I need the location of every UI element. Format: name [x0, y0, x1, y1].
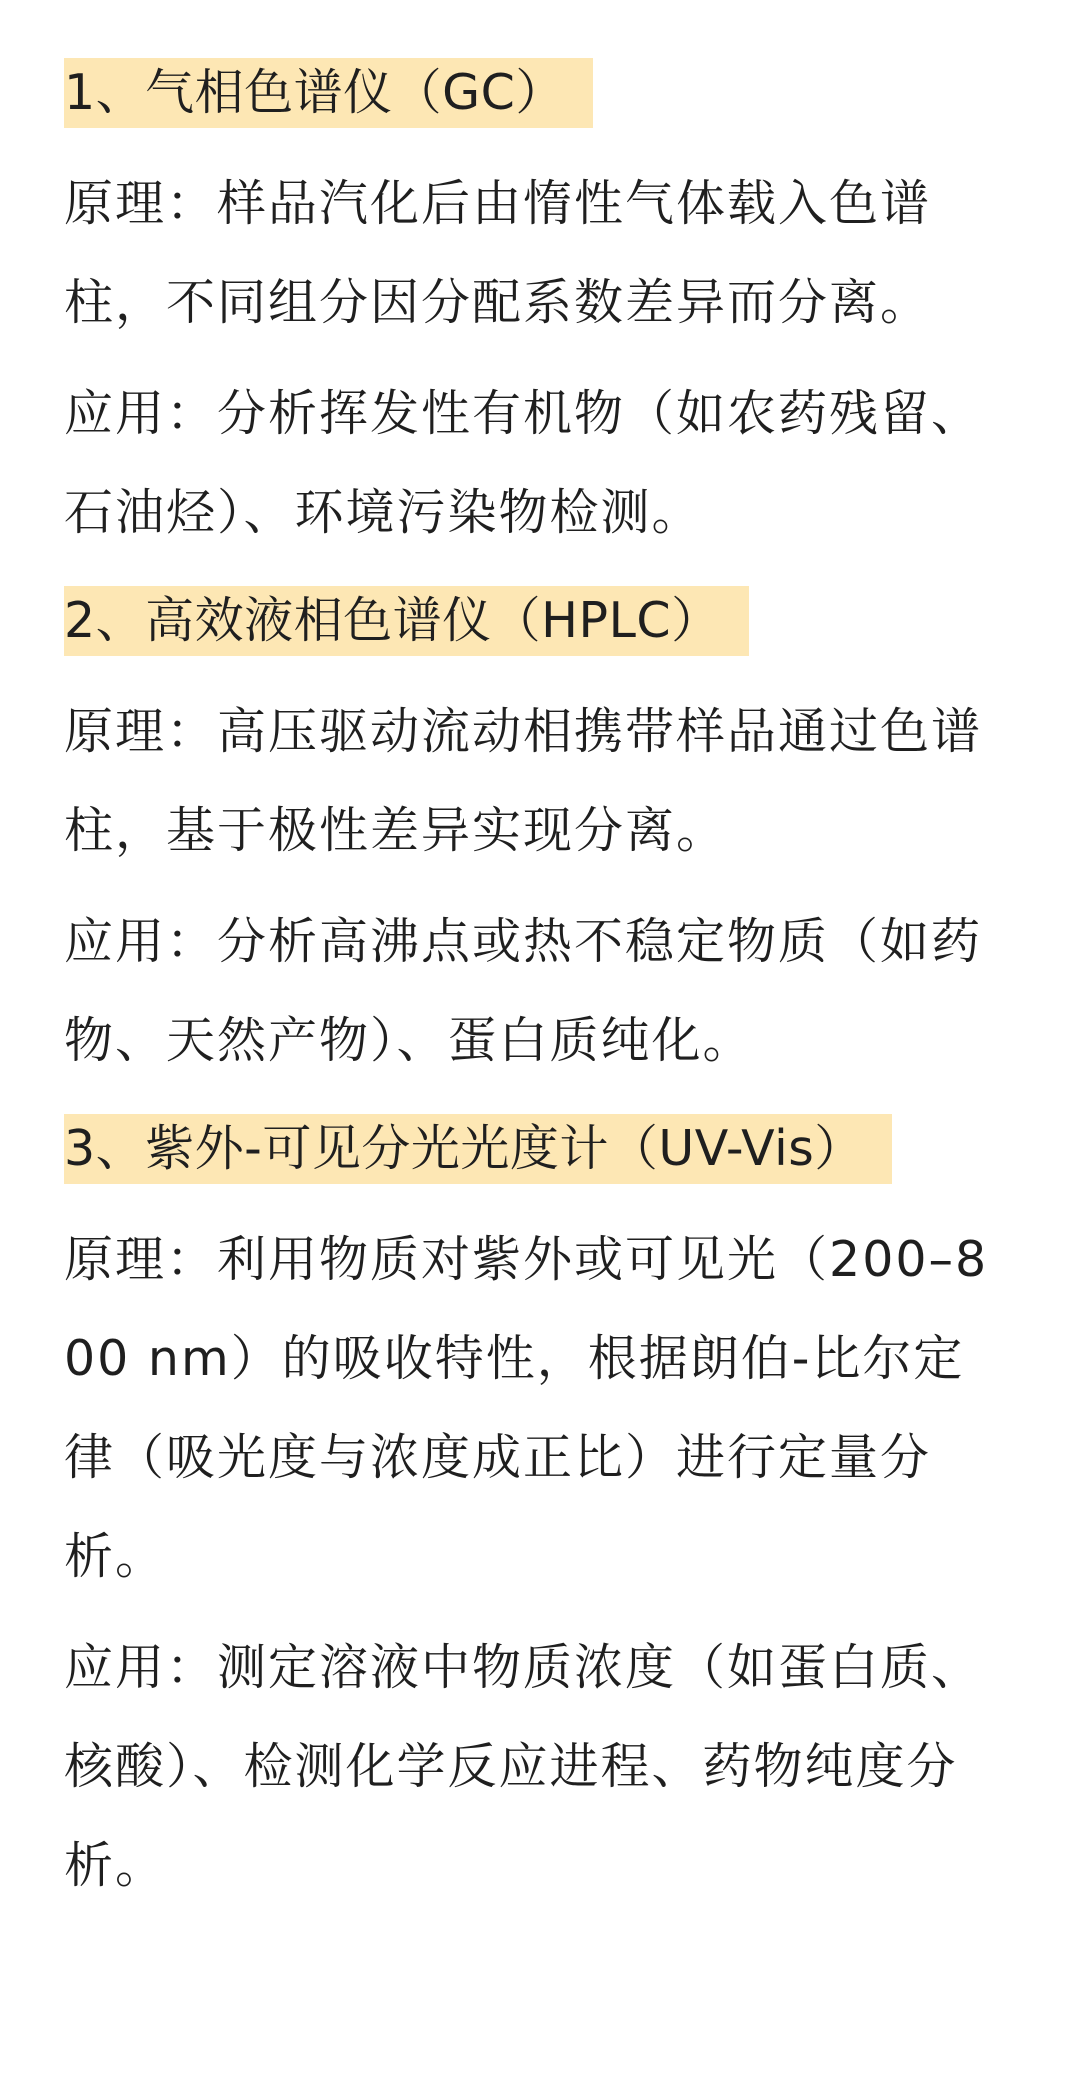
principle-paragraph — [64, 1210, 1014, 1606]
principle-paragraph — [64, 682, 1014, 880]
application-paragraph — [64, 892, 1014, 1090]
principle-label: 原理： — [64, 703, 218, 760]
principle-label: 原理： — [64, 175, 218, 232]
section-uv-vis — [64, 1114, 1016, 1915]
principle-paragraph — [64, 154, 1014, 352]
section-heading: 2、高效液相色谱仪（HPLC） — [64, 586, 749, 656]
application-text: 测定溶液中物质浓度（如蛋白质、核酸）、检测化学反应进程、药物纯度分析。 — [64, 1639, 983, 1894]
application-text: 分析高沸点或热不稳定物质（如药物、天然产物）、蛋白质纯化。 — [64, 913, 983, 1069]
application-label: 应用： — [64, 913, 218, 970]
application-label: 应用： — [64, 1639, 218, 1696]
principle-text: 利用物质对紫外或可见光（200–800 nm）的吸收特性，根据朗伯-比尔定律（吸光度与浓度成正比）进行定量分析。 — [64, 1231, 989, 1585]
section-hplc — [64, 586, 1016, 1090]
application-paragraph — [64, 1618, 1014, 1915]
principle-text: 样品汽化后由惰性气体载入色谱柱，不同组分因分配系数差异而分离。 — [64, 175, 932, 331]
application-text: 分析挥发性有机物（如农药残留、石油烃）、环境污染物检测。 — [64, 385, 983, 541]
section-heading: 1、气相色谱仪（GC） — [64, 58, 593, 128]
application-paragraph — [64, 364, 1014, 562]
principle-label: 原理： — [64, 1231, 218, 1288]
section-heading: 3、紫外-可见分光光度计（UV-Vis） — [64, 1114, 892, 1184]
application-label: 应用： — [64, 385, 218, 442]
section-gc — [64, 58, 1016, 562]
principle-text: 高压驱动流动相携带样品通过色谱柱，基于极性差异实现分离。 — [64, 703, 983, 859]
